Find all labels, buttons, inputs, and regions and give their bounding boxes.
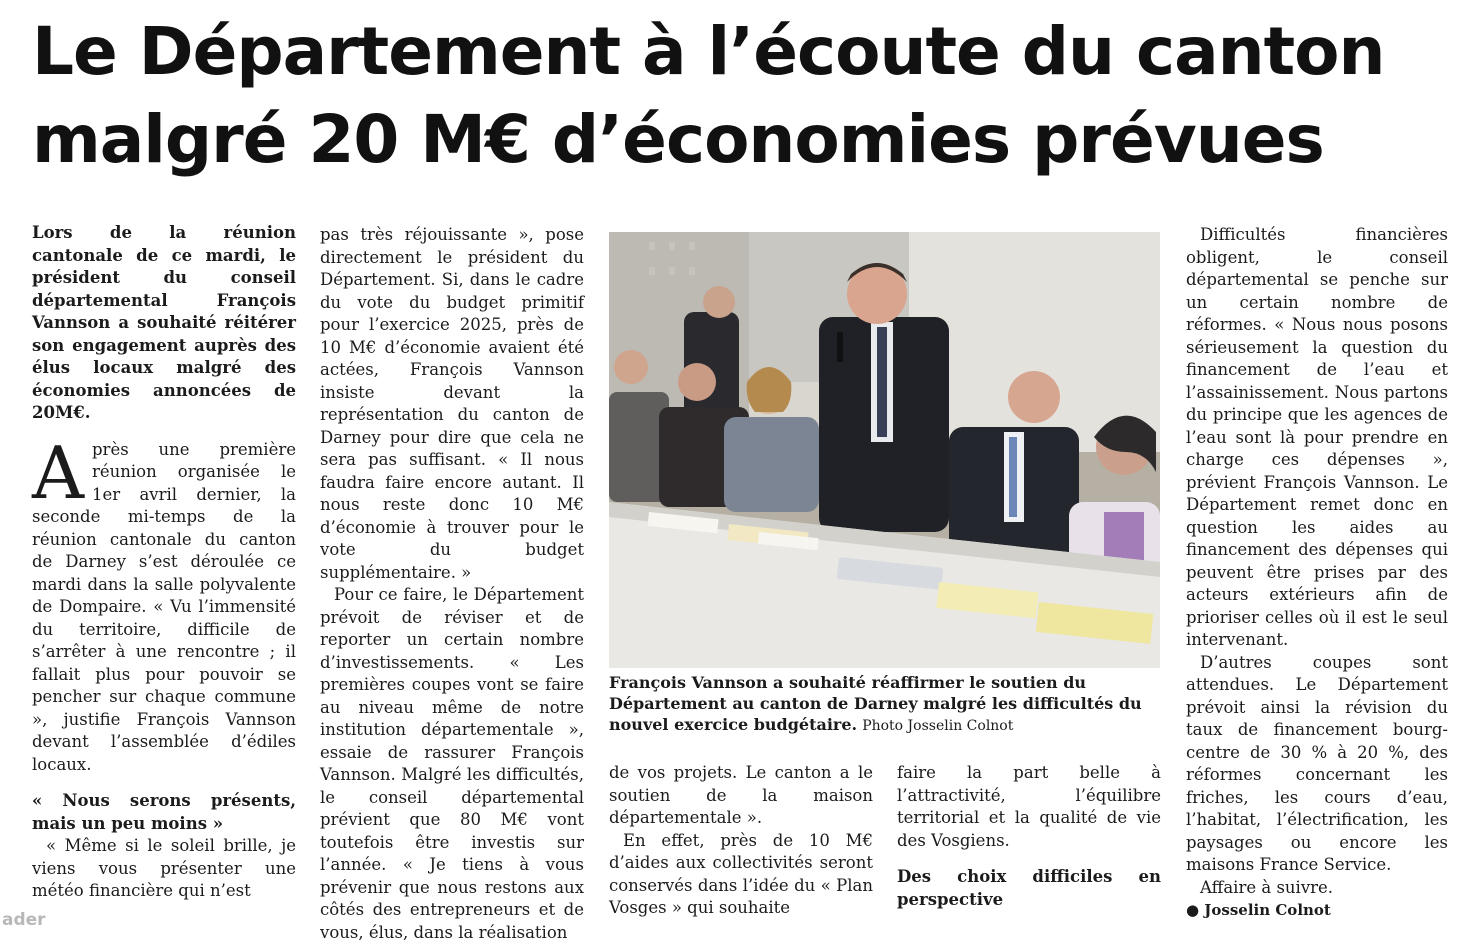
paragraph-7: faire la part belle à l’attractivité, l’équilibre territorial et la qualité de vie des Vosgiens. bbox=[897, 763, 1161, 850]
article-photo bbox=[609, 232, 1160, 668]
subheading-1: « Nous serons présents, mais un peu moins » bbox=[32, 791, 296, 833]
paragraph-6: En effet, près de 10 M€ d’aides aux collectivités seront conservés dans l’idée du « Plan Vosges » qui souhaite bbox=[609, 830, 873, 917]
photo-credit: Photo Josselin Colnot bbox=[862, 718, 1014, 734]
column-5 bbox=[1186, 224, 1448, 922]
column-3 bbox=[609, 762, 873, 920]
headline-line-2: malgré 20 M€ d’économies prévues bbox=[32, 101, 1324, 178]
paragraph-10: Affaire à suivre. bbox=[1200, 877, 1334, 897]
chapo: Lors de la réunion cantonale de ce mardi, le président du conseil départemental François Vannson a souhaité réitérer son engagement auprès des élus locaux malgré des économies annoncées de 20M€. bbox=[32, 223, 296, 422]
caption-text: François Vannson a souhaité réaffirmer le soutien du Département au canton de Darney malgré les difficultés du nouvel exercice budgétaire. bbox=[609, 673, 1142, 734]
subheading-2: Des choix difficiles en perspective bbox=[897, 867, 1161, 909]
paragraph-2: « Même si le soleil brille, je viens vous présenter une météo financière qui n’est bbox=[32, 836, 296, 900]
photo-caption bbox=[609, 672, 1169, 737]
watermark: ader bbox=[2, 910, 46, 930]
paragraph-4: Pour ce faire, le Département prévoit de réviser et de reporter un certain nombre d’investissements. « Les premières coupes vont se faire au niveau même de notre institution départementale », essaie de rassurer François Vannson. Malgré les difficultés, le conseil départemental prévient que 80 M€ vont toutefois être investis sur l’année. « Je tiens à vous prévenir que nous restons aux côtés des entrepreneurs et de vous, élus, dans la réalisation bbox=[320, 585, 584, 942]
meeting-photo-illustration bbox=[609, 232, 1160, 668]
author-signature: ● Josselin Colnot bbox=[1186, 901, 1331, 919]
paragraph-8: Difficultés financières obligent, le conseil départemental se penche sur un certain nombre de réformes. « Nous nous posons sérieusement la question du financement de l’eau et l’assainissement. Nous partons du principe que les agences de l’eau sont là pour prendre en charge ces dépenses », prévient François Vannson. Le Département remet donc en question les aides au financement des dépenses qui peuvent être prises par des acteurs extérieurs afin de prioriser celles où il est le seul intervenant. bbox=[1186, 225, 1448, 649]
dropcap: A bbox=[32, 430, 84, 515]
column-2 bbox=[320, 224, 584, 944]
column-1 bbox=[32, 222, 296, 903]
paragraph-intro bbox=[32, 430, 296, 777]
article-headline bbox=[32, 8, 1457, 184]
paragraph-3: pas très réjouissante », pose directement le président du Département. Si, dans le cadre du vote du budget primitif pour l’exercice 2025, près de 10 M€ d’économie avaient été actées, François Vannson insiste devant la représentation du canton de Darney pour dire que cela ne sera pas suffisant. « Il nous faudra faire encore autant. Il nous reste donc 10 M€ d’économie à trouver pour le vote du budget supplémentaire. » bbox=[320, 225, 584, 582]
paragraph-5: de vos projets. Le canton a le soutien de la maison départementale ». bbox=[609, 763, 873, 827]
headline-line-1: Le Département à l’écoute du canton bbox=[32, 13, 1385, 90]
paragraph-9: D’autres coupes sont attendues. Le Département prévoit ainsi la révision du taux de financement bourg-centre de 30 % à 20 %, des réformes concernant les friches, les cours d’eau, l’habitat, l’électrification, les paysages ou encore les maisons France Service. bbox=[1186, 652, 1448, 874]
paragraph-1: près une première réunion organisée le 1er avril dernier, la seconde mi-temps de la réunion cantonale du canton de Darney s’est déroulée ce mardi dans la salle polyvalente de Dompaire. « Vu l’immensité du territoire, difficile de s’arrêter à une rencontre ; il fallait plus pour pouvoir se pencher sur chaque commune », justifie François Vannson devant l’assemblée d’édiles locaux. bbox=[32, 439, 296, 774]
column-4 bbox=[897, 762, 1161, 911]
